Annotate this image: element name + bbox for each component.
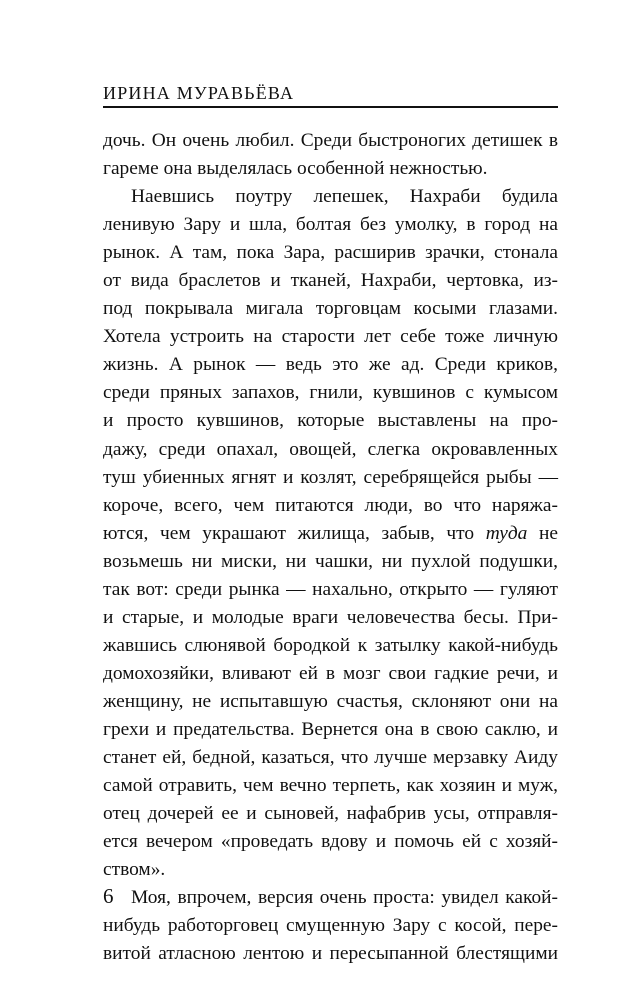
text-line: женщину, не испытавшую счастья, склоняют они на [103, 690, 558, 712]
text-line: среди пряных запахов, гнили, кувшинов с кумысом [103, 382, 558, 404]
text-line: станет ей, бедной, казаться, что лучше мерзавку Аиду [103, 747, 558, 769]
text-line: грехи и предательства. Вернется она в свою саклю, и [103, 718, 558, 740]
text-line: так вот: среди рынка — нахально, открыто — гуляют [103, 578, 558, 600]
text-line: дочь. Он очень любил. Среди быстроногих детишек в [103, 130, 558, 151]
text-line: рынок. А там, пока Зара, расширив зрачки, стонала [103, 242, 558, 264]
text-line: Моя, впрочем, версия очень проста: увидел какой- [131, 887, 558, 909]
text-line: и просто кувшинов, которые выставлены на про- [103, 410, 558, 432]
text-line: самой отравить, чем вечно терпеть, как хозяин и муж, [103, 775, 558, 797]
text-line: отец дочерей ее и сыновей, нафабрив усы, отправля- [103, 803, 558, 825]
text-line: под покрывала мигала торговцам косыми глазами. [103, 298, 558, 320]
text-line: жавшись слюнявой бородкой к затылку какой-нибудь [103, 634, 558, 656]
text-line: дажу, среди опахал, овощей, слегка окровавленных [103, 438, 558, 460]
text-line: ством». [103, 859, 166, 881]
text-line: нибудь работорговец смущенную Зару с косой, пере- [103, 915, 558, 937]
line-segment: не [527, 522, 558, 544]
text-line: от вида браслетов и тканей, Нахраби, чертовка, из- [103, 270, 558, 292]
text-line: жизнь. А рынок — ведь это же ад. Среди криков, [103, 354, 558, 376]
text-line: витой атласною лентою и пересыпанной блестящими [103, 943, 558, 965]
text-line: Хотела устроить на старости лет себе тоже личную [103, 326, 558, 348]
body-text [103, 127, 558, 968]
text-line: короче, всего, чем питаются люди, во что наряжа- [103, 494, 558, 516]
italic-word: туда [485, 522, 528, 544]
line-segment: ются, чем украшают жилища, забыв, что [103, 522, 486, 544]
text-line: ленивую Зару и шла, болтая без умолку, в город на [103, 214, 558, 236]
page-number: 6 [103, 884, 114, 908]
text-line: туш убиенных ягнят и козлят, серебрящейся рыбы — [103, 466, 558, 488]
text-line: гареме она выделялась особенной нежностью. [103, 158, 488, 180]
header-rule [103, 106, 558, 108]
text-line: домохозяйки, вливают ей в мозг свои гадкие речи, и [103, 662, 558, 684]
text-line: возьмешь ни миски, ни чашки, ни пухлой подушки, [103, 550, 558, 572]
text-line: ется вечером «проведать вдову и помочь ей с хозяй- [103, 831, 558, 853]
text-line: и старые, и молодые враги человечества бесы. При- [103, 606, 558, 628]
text-line-with-italic [103, 520, 558, 548]
running-head: ИРИНА МУРАВЬЁВА [103, 83, 295, 103]
text-line: Наевшись поутру лепешек, Нахраби будила [131, 186, 558, 208]
